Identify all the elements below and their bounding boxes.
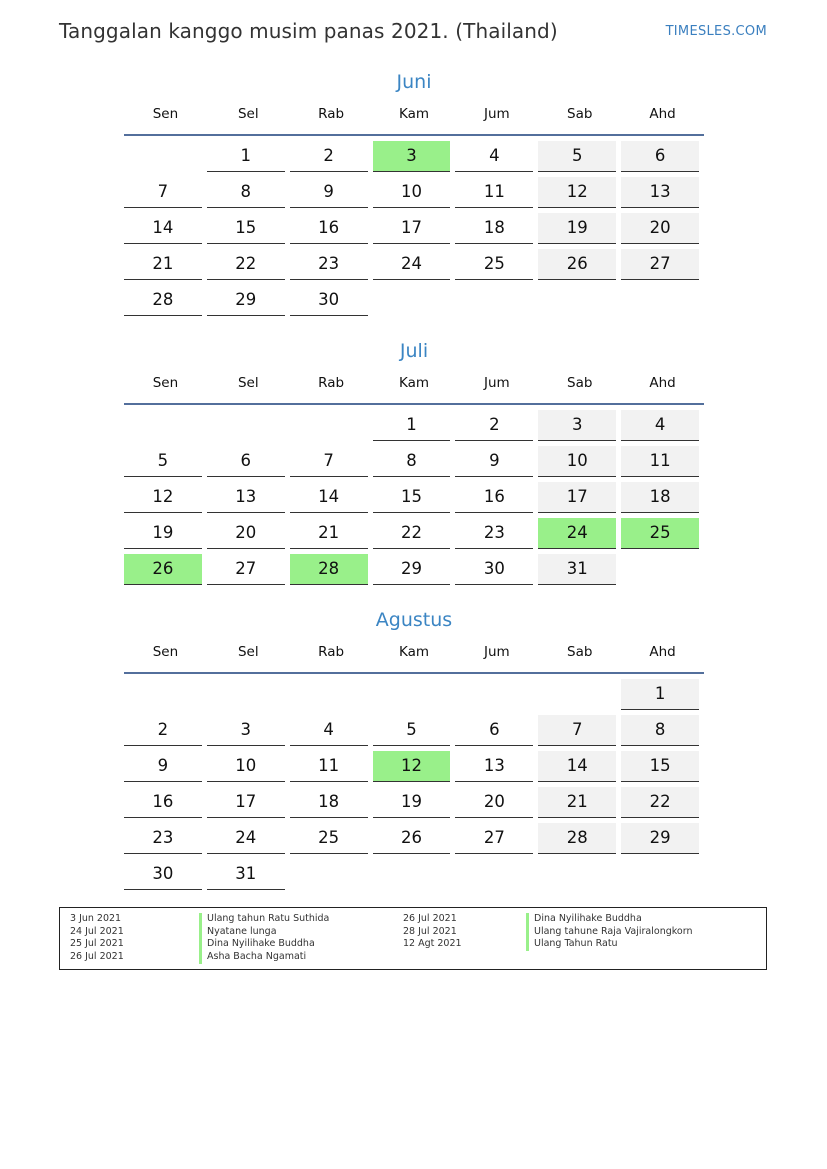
day-cell[interactable]: [621, 136, 704, 172]
month-calendar: [124, 68, 704, 316]
weekday-label: Kam: [398, 375, 430, 391]
empty-cell: [621, 549, 704, 585]
day-cell[interactable]: [455, 136, 538, 172]
day-number: 2: [455, 410, 533, 441]
weekday-label: Jum: [484, 644, 510, 660]
day-number: 9: [455, 446, 533, 477]
day-number: 17: [538, 482, 616, 513]
day-number: 30: [124, 859, 202, 890]
day-cell[interactable]: [621, 782, 704, 818]
day-cell[interactable]: [621, 208, 704, 244]
day-cell[interactable]: [455, 710, 538, 746]
day-number: 16: [455, 482, 533, 513]
day-cell[interactable]: [290, 782, 373, 818]
day-cell[interactable]: [124, 513, 207, 549]
day-number: 10: [207, 751, 285, 782]
week-row: [124, 746, 704, 782]
day-number: 25: [621, 518, 699, 549]
day-cell[interactable]: [290, 441, 373, 477]
day-cell[interactable]: [124, 477, 207, 513]
empty-cell: [290, 405, 373, 441]
weekday-label: Sel: [237, 644, 259, 660]
day-number: [621, 554, 699, 584]
day-cell[interactable]: [373, 244, 456, 280]
day-number: [373, 679, 451, 709]
day-cell[interactable]: [207, 782, 290, 818]
day-cell[interactable]: [538, 441, 621, 477]
week-row: [124, 172, 704, 208]
day-number: 25: [290, 823, 368, 854]
day-cell[interactable]: [373, 818, 456, 854]
day-number: 29: [207, 285, 285, 316]
day-number: [290, 410, 368, 440]
day-cell[interactable]: [455, 208, 538, 244]
day-cell[interactable]: [621, 405, 704, 441]
legend-holiday-name: Nyatane lunga: [199, 926, 329, 939]
day-number: [455, 285, 533, 315]
day-number: 28: [124, 285, 202, 316]
day-cell[interactable]: [124, 854, 207, 890]
weekday-label: Rab: [318, 375, 345, 391]
day-number: [455, 679, 533, 709]
day-cell[interactable]: [290, 280, 373, 316]
day-number: 11: [621, 446, 699, 477]
day-number: 27: [455, 823, 533, 854]
day-cell[interactable]: [290, 477, 373, 513]
day-number: [124, 679, 202, 709]
day-cell[interactable]: [373, 208, 456, 244]
day-cell[interactable]: [207, 208, 290, 244]
brand-link[interactable]: TIMESLES.COM: [665, 24, 767, 39]
weekday-label: Sel: [237, 106, 259, 122]
empty-cell: [538, 280, 621, 316]
day-number: [538, 285, 616, 315]
day-cell[interactable]: [207, 477, 290, 513]
day-number: 13: [455, 751, 533, 782]
day-cell[interactable]: [207, 854, 290, 890]
day-cell[interactable]: [373, 405, 456, 441]
week-row: [124, 136, 704, 172]
day-number: 2: [124, 715, 202, 746]
day-number: [290, 679, 368, 709]
day-cell[interactable]: [290, 710, 373, 746]
empty-cell: [124, 405, 207, 441]
day-number: 6: [621, 141, 699, 172]
day-number: 22: [621, 787, 699, 818]
day-cell[interactable]: [455, 818, 538, 854]
day-number: 7: [290, 446, 368, 477]
day-cell[interactable]: [621, 818, 704, 854]
day-number: [373, 285, 451, 315]
day-number: 1: [621, 679, 699, 710]
day-cell[interactable]: [124, 280, 207, 316]
day-cell[interactable]: [455, 405, 538, 441]
day-number: 4: [621, 410, 699, 441]
legend-holiday-name: Asha Bacha Ngamati: [199, 951, 329, 964]
day-cell[interactable]: [455, 477, 538, 513]
day-number: 31: [538, 554, 616, 585]
day-cell[interactable]: [621, 674, 704, 710]
empty-cell: [373, 674, 456, 710]
week-row: [124, 710, 704, 746]
day-number: 28: [538, 823, 616, 854]
day-number: 28: [290, 554, 368, 585]
day-number: 20: [621, 213, 699, 244]
day-number: 4: [455, 141, 533, 172]
day-number: 1: [373, 410, 451, 441]
holiday-legend: [59, 907, 767, 970]
day-cell[interactable]: [455, 746, 538, 782]
day-number: 25: [455, 249, 533, 280]
day-cell[interactable]: [621, 172, 704, 208]
day-number: 19: [538, 213, 616, 244]
day-cell[interactable]: [124, 172, 207, 208]
page-title: Tanggalan kanggo musim panas 2021. (Thailand): [59, 19, 558, 43]
day-cell[interactable]: [621, 477, 704, 513]
day-number: 12: [373, 751, 451, 782]
day-number: 7: [124, 177, 202, 208]
month-title: Juli: [399, 340, 429, 362]
day-number: [373, 859, 451, 889]
legend-date: 24 Jul 2021: [70, 925, 124, 937]
weekday-label: Ahd: [649, 644, 676, 660]
legend-date: 26 Jul 2021: [403, 913, 457, 924]
day-cell[interactable]: [207, 710, 290, 746]
day-number: [538, 859, 616, 889]
day-cell[interactable]: [207, 746, 290, 782]
legend-date: 3 Jun 2021: [70, 913, 122, 924]
weekday-label: Jum: [484, 106, 510, 122]
day-number: 14: [124, 213, 202, 244]
day-number: 23: [455, 518, 533, 549]
day-number: 15: [621, 751, 699, 782]
empty-cell: [538, 674, 621, 710]
weekday-label: Sab: [567, 375, 593, 391]
day-number: 3: [207, 715, 285, 746]
week-row: [124, 674, 704, 710]
day-number: 19: [373, 787, 451, 818]
weekday-header-row: [124, 365, 704, 405]
day-number: [124, 141, 202, 171]
day-cell[interactable]: [538, 477, 621, 513]
day-cell[interactable]: [621, 244, 704, 280]
day-number: [621, 285, 699, 315]
week-row: [124, 208, 704, 244]
day-number: 14: [538, 751, 616, 782]
day-cell[interactable]: [455, 244, 538, 280]
day-number: 8: [621, 715, 699, 746]
day-cell[interactable]: [455, 513, 538, 549]
legend-holiday-name: Dina Nyilihake Buddha: [199, 938, 329, 951]
empty-cell: [455, 854, 538, 890]
day-cell[interactable]: [373, 746, 456, 782]
day-cell[interactable]: [207, 136, 290, 172]
day-cell[interactable]: [290, 136, 373, 172]
day-number: 31: [207, 859, 285, 890]
day-cell[interactable]: [207, 280, 290, 316]
day-number: 2: [290, 141, 368, 172]
day-cell[interactable]: [207, 441, 290, 477]
day-number: 19: [124, 518, 202, 549]
day-cell[interactable]: [207, 818, 290, 854]
day-cell[interactable]: [538, 782, 621, 818]
legend-date: 28 Jul 2021: [403, 925, 457, 937]
day-cell[interactable]: [124, 746, 207, 782]
day-cell[interactable]: [290, 513, 373, 549]
weekday-label: Rab: [318, 106, 345, 122]
empty-cell: [207, 405, 290, 441]
day-number: 1: [207, 141, 285, 172]
weekday-label: Sen: [152, 375, 179, 391]
day-number: 8: [373, 446, 451, 477]
empty-cell: [538, 854, 621, 890]
day-number: 24: [373, 249, 451, 280]
day-number: [207, 410, 285, 440]
day-number: 20: [207, 518, 285, 549]
day-number: 27: [207, 554, 285, 585]
day-number: 9: [124, 751, 202, 782]
day-number: 13: [207, 482, 285, 513]
empty-cell: [455, 674, 538, 710]
weekday-header-row: [124, 634, 704, 674]
day-cell[interactable]: [373, 513, 456, 549]
day-number: 17: [373, 213, 451, 244]
day-number: 20: [455, 787, 533, 818]
day-number: 12: [124, 482, 202, 513]
day-cell[interactable]: [290, 818, 373, 854]
empty-cell: [290, 854, 373, 890]
day-number: 10: [373, 177, 451, 208]
day-cell[interactable]: [455, 172, 538, 208]
day-cell[interactable]: [207, 172, 290, 208]
day-number: 11: [290, 751, 368, 782]
day-number: 18: [621, 482, 699, 513]
week-row: [124, 854, 704, 890]
day-number: 21: [538, 787, 616, 818]
day-number: 5: [538, 141, 616, 172]
month-calendar: [124, 606, 704, 890]
day-cell[interactable]: [290, 746, 373, 782]
empty-cell: [373, 280, 456, 316]
weekday-label: Ahd: [649, 106, 676, 122]
week-row: [124, 818, 704, 854]
day-number: 3: [373, 141, 451, 172]
day-number: 6: [455, 715, 533, 746]
day-number: 15: [207, 213, 285, 244]
day-cell[interactable]: [207, 244, 290, 280]
day-number: 29: [373, 554, 451, 585]
day-number: 5: [373, 715, 451, 746]
empty-cell: [290, 674, 373, 710]
day-cell[interactable]: [621, 710, 704, 746]
weekday-label: Rab: [318, 644, 345, 660]
empty-cell: [455, 280, 538, 316]
day-number: 24: [207, 823, 285, 854]
day-number: 17: [207, 787, 285, 818]
day-cell[interactable]: [290, 244, 373, 280]
day-number: 8: [207, 177, 285, 208]
legend-date: 25 Jul 2021: [70, 938, 124, 950]
day-number: 11: [455, 177, 533, 208]
day-number: 18: [455, 213, 533, 244]
day-number: 26: [124, 554, 202, 585]
legend-holiday-name: Ulang tahun Ratu Suthida: [199, 913, 329, 926]
day-number: 26: [538, 249, 616, 280]
day-cell[interactable]: [538, 818, 621, 854]
day-cell[interactable]: [621, 441, 704, 477]
day-number: 9: [290, 177, 368, 208]
day-number: 10: [538, 446, 616, 477]
weekday-label: Kam: [398, 644, 430, 660]
day-cell[interactable]: [538, 208, 621, 244]
day-number: 23: [124, 823, 202, 854]
empty-cell: [621, 854, 704, 890]
legend-date: 12 Agt 2021: [403, 938, 462, 950]
day-cell[interactable]: [373, 172, 456, 208]
day-number: 13: [621, 177, 699, 208]
day-number: 30: [290, 285, 368, 316]
day-cell[interactable]: [124, 818, 207, 854]
day-number: 3: [538, 410, 616, 441]
day-number: 16: [124, 787, 202, 818]
legend-holiday-name: Dina Nyilihake Buddha: [526, 913, 692, 926]
day-cell[interactable]: [207, 549, 290, 585]
day-number: 7: [538, 715, 616, 746]
day-number: 29: [621, 823, 699, 854]
day-cell[interactable]: [124, 208, 207, 244]
day-number: 14: [290, 482, 368, 513]
weekday-header-row: [124, 96, 704, 136]
day-number: 30: [455, 554, 533, 585]
day-cell[interactable]: [455, 549, 538, 585]
weekday-label: Ahd: [649, 375, 676, 391]
month-title: Agustus: [375, 609, 453, 631]
day-number: [538, 679, 616, 709]
empty-cell: [124, 674, 207, 710]
weekday-label: Sab: [567, 106, 593, 122]
month-title: Juni: [396, 71, 432, 93]
day-cell[interactable]: [621, 513, 704, 549]
day-cell[interactable]: [124, 782, 207, 818]
month-calendar: [124, 337, 704, 585]
weekday-label: Sab: [567, 644, 593, 660]
day-cell[interactable]: [538, 513, 621, 549]
day-cell[interactable]: [290, 172, 373, 208]
legend-holiday-name: Ulang tahune Raja Vajiralongkorn: [526, 926, 692, 939]
day-cell[interactable]: [207, 513, 290, 549]
empty-cell: [124, 136, 207, 172]
empty-cell: [207, 674, 290, 710]
weekday-label: Jum: [484, 375, 510, 391]
day-number: 18: [290, 787, 368, 818]
day-number: 5: [124, 446, 202, 477]
day-cell[interactable]: [538, 172, 621, 208]
day-number: [455, 859, 533, 889]
week-row: [124, 405, 704, 441]
day-number: 16: [290, 213, 368, 244]
empty-cell: [621, 280, 704, 316]
weekday-label: Sen: [152, 644, 179, 660]
day-number: [621, 859, 699, 889]
weekday-label: Sen: [152, 106, 179, 122]
weekday-label: Sel: [237, 375, 259, 391]
day-cell[interactable]: [538, 136, 621, 172]
week-row: [124, 782, 704, 818]
day-number: [207, 679, 285, 709]
day-cell[interactable]: [538, 746, 621, 782]
day-number: 22: [373, 518, 451, 549]
day-cell[interactable]: [538, 244, 621, 280]
day-cell[interactable]: [124, 441, 207, 477]
week-row: [124, 477, 704, 513]
day-cell[interactable]: [290, 208, 373, 244]
day-number: 22: [207, 249, 285, 280]
week-row: [124, 244, 704, 280]
day-cell[interactable]: [538, 710, 621, 746]
weekday-label: Kam: [398, 106, 430, 122]
day-cell[interactable]: [124, 549, 207, 585]
day-number: 12: [538, 177, 616, 208]
empty-cell: [373, 854, 456, 890]
day-cell[interactable]: [373, 710, 456, 746]
day-cell[interactable]: [373, 782, 456, 818]
day-cell[interactable]: [124, 710, 207, 746]
legend-date: 26 Jul 2021: [70, 951, 124, 963]
day-cell[interactable]: [373, 441, 456, 477]
day-number: 21: [124, 249, 202, 280]
week-row: [124, 513, 704, 549]
week-row: [124, 441, 704, 477]
legend-holiday-name: Ulang Tahun Ratu: [526, 938, 692, 951]
day-number: [290, 859, 368, 889]
day-number: 6: [207, 446, 285, 477]
day-cell[interactable]: [621, 746, 704, 782]
day-cell[interactable]: [455, 441, 538, 477]
day-number: 4: [290, 715, 368, 746]
day-cell[interactable]: [373, 549, 456, 585]
day-cell[interactable]: [538, 405, 621, 441]
day-cell[interactable]: [455, 782, 538, 818]
day-number: 15: [373, 482, 451, 513]
day-number: 23: [290, 249, 368, 280]
day-number: 27: [621, 249, 699, 280]
day-cell[interactable]: [124, 244, 207, 280]
day-number: 26: [373, 823, 451, 854]
day-number: 21: [290, 518, 368, 549]
day-number: 24: [538, 518, 616, 549]
week-row: [124, 549, 704, 585]
day-number: [124, 410, 202, 440]
day-cell[interactable]: [373, 477, 456, 513]
day-cell[interactable]: [538, 549, 621, 585]
day-cell[interactable]: [373, 136, 456, 172]
week-row: [124, 280, 704, 316]
day-cell[interactable]: [290, 549, 373, 585]
